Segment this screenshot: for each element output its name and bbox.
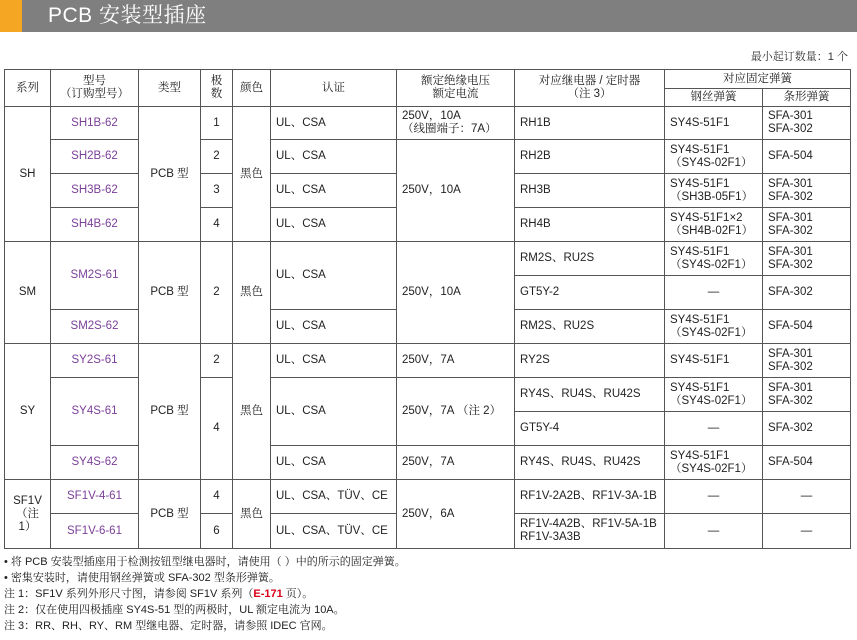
bar-clip-cell: SFA-301 SFA-302	[763, 242, 851, 276]
bar-clip-cell: SFA-504	[763, 446, 851, 480]
col-color: 颜色	[233, 70, 271, 107]
col-cert: 认证	[271, 70, 397, 107]
relay-cell: GT5Y-2	[515, 276, 665, 310]
poles-cell: 4	[201, 208, 233, 242]
cert-cell: UL、CSA、TÜV、CE	[271, 480, 397, 514]
col-clip-wire: 钢丝弹簧	[665, 89, 763, 107]
poles-cell: 1	[201, 107, 233, 140]
relay-cell: RF1V-2A2B、RF1V-3A-1B	[515, 480, 665, 514]
wire-clip-cell: SY4S-51F1 （SY4S-02F1）	[665, 310, 763, 344]
wire-clip-cell: SY4S-51F1 （SH3B-05F1）	[665, 174, 763, 208]
type-cell: PCB 型	[139, 242, 201, 344]
cert-cell: UL、CSA	[271, 378, 397, 446]
type-cell: PCB 型	[139, 107, 201, 242]
relay-cell: RH1B	[515, 107, 665, 140]
table-row	[5, 480, 851, 514]
col-rated: 额定绝缘电压 额定电流	[397, 70, 515, 107]
title-banner	[0, 0, 857, 32]
wire-clip-cell: SY4S-51F1	[665, 107, 763, 140]
min-order-note: 最小起订数量：1 个	[750, 51, 848, 63]
col-clip: 对应固定弹簧	[665, 70, 851, 89]
relay-cell: RM2S、RU2S	[515, 310, 665, 344]
note-4: 注 2：仅在使用四极插座 SY4S-51 型的两极时，UL 额定电流为 10A。	[4, 604, 345, 616]
table-row	[5, 378, 851, 412]
wire-clip-cell: SY4S-51F1 （SY4S-02F1）	[665, 140, 763, 174]
col-model: 型号 （订购型号）	[51, 70, 139, 107]
bar-clip-cell: —	[763, 514, 851, 549]
table-row	[5, 140, 851, 174]
series-cell: SF1V （注 1）	[5, 480, 51, 549]
cert-cell: UL、CSA	[271, 107, 397, 140]
series-cell: SY	[5, 344, 51, 480]
model-cell: SH3B-62	[51, 174, 139, 208]
spec-table	[4, 69, 851, 549]
type-cell: PCB 型	[139, 344, 201, 480]
page-title: PCB 安装型插座	[48, 4, 207, 27]
relay-cell: RH3B	[515, 174, 665, 208]
banner-accent	[0, 0, 22, 32]
series-cell: SH	[5, 107, 51, 242]
rated-cell: 250V，10A	[397, 140, 515, 242]
wire-clip-cell: —	[665, 412, 763, 446]
wire-clip-cell: SY4S-51F1 （SY4S-02F1）	[665, 446, 763, 480]
table-row	[5, 242, 851, 276]
wire-clip-cell: SY4S-51F1×2 （SH4B-02F1）	[665, 208, 763, 242]
relay-cell: RM2S、RU2S	[515, 242, 665, 276]
rated-cell: 250V，10A	[397, 242, 515, 344]
cert-cell: UL、CSA	[271, 242, 397, 310]
relay-cell: RY4S、RU4S、RU42S	[515, 446, 665, 480]
page-reference-link[interactable]: E-171	[253, 588, 283, 600]
rated-cell: 250V，7A	[397, 446, 515, 480]
bar-clip-cell: SFA-301 SFA-302	[763, 208, 851, 242]
cert-cell: UL、CSA	[271, 140, 397, 174]
model-cell: SH1B-62	[51, 107, 139, 140]
bar-clip-cell: SFA-301 SFA-302	[763, 378, 851, 412]
cert-cell: UL、CSA	[271, 208, 397, 242]
relay-cell: RF1V-4A2B、RF1V-5A-1B RF1V-3A3B	[515, 514, 665, 549]
relay-cell: RH4B	[515, 208, 665, 242]
col-poles: 极数	[201, 70, 233, 107]
type-cell: PCB 型	[139, 480, 201, 549]
relay-cell: RY2S	[515, 344, 665, 378]
poles-cell: 2	[201, 344, 233, 378]
cert-cell: UL、CSA	[271, 446, 397, 480]
cert-cell: UL、CSA、TÜV、CE	[271, 514, 397, 549]
bar-clip-cell: SFA-504	[763, 140, 851, 174]
col-series: 系列	[5, 70, 51, 107]
model-cell: SH2B-62	[51, 140, 139, 174]
poles-cell: 2	[201, 242, 233, 344]
model-cell: SF1V-4-61	[51, 480, 139, 514]
model-cell: SH4B-62	[51, 208, 139, 242]
note-2: • 密集安装时，请使用钢丝弹簧或 SFA-302 型条形弹簧。	[4, 572, 280, 584]
bar-clip-cell: SFA-504	[763, 310, 851, 344]
wire-clip-cell: —	[665, 480, 763, 514]
model-cell: SM2S-62	[51, 310, 139, 344]
bar-clip-cell: SFA-302	[763, 276, 851, 310]
poles-cell: 3	[201, 174, 233, 208]
rated-cell: 250V，7A	[397, 344, 515, 378]
relay-cell: RH2B	[515, 140, 665, 174]
col-clip-bar: 条形弹簧	[763, 89, 851, 107]
model-cell: SF1V-6-61	[51, 514, 139, 549]
bar-clip-cell: SFA-301 SFA-302	[763, 174, 851, 208]
bar-clip-cell: SFA-301 SFA-302	[763, 344, 851, 378]
bar-clip-cell: SFA-302	[763, 412, 851, 446]
wire-clip-cell: SY4S-51F1	[665, 344, 763, 378]
col-relay: 对应继电器 / 定时器 （注 3）	[515, 70, 665, 107]
bar-clip-cell: SFA-301 SFA-302	[763, 107, 851, 140]
wire-clip-cell: —	[665, 276, 763, 310]
wire-clip-cell: SY4S-51F1 （SY4S-02F1）	[665, 242, 763, 276]
col-type: 类型	[139, 70, 201, 107]
poles-cell: 6	[201, 514, 233, 549]
cert-cell: UL、CSA	[271, 344, 397, 378]
model-cell: SM2S-61	[51, 242, 139, 310]
bar-clip-cell: —	[763, 480, 851, 514]
color-cell: 黑色	[233, 242, 271, 344]
relay-cell: RY4S、RU4S、RU42S	[515, 378, 665, 412]
rated-cell: 250V，10A （线圈端子：7A）	[397, 107, 515, 140]
rated-cell: 250V，7A （注 2）	[397, 378, 515, 446]
model-cell: SY4S-62	[51, 446, 139, 480]
relay-cell: GT5Y-4	[515, 412, 665, 446]
poles-cell: 2	[201, 140, 233, 174]
table-row	[5, 107, 851, 140]
note-1: • 将 PCB 安装型插座用于检测按钮型继电器时，请使用（ ）中的所示的固定弹簧。	[4, 556, 406, 568]
series-cell: SM	[5, 242, 51, 344]
color-cell: 黑色	[233, 107, 271, 242]
cert-cell: UL、CSA	[271, 174, 397, 208]
note-3: 注 1：SF1V 系列外形尺寸图，请参阅 SF1V 系列（E-171 页）。	[4, 588, 314, 600]
poles-cell: 4	[201, 480, 233, 514]
model-cell: SY2S-61	[51, 344, 139, 378]
rated-cell: 250V，6A	[397, 480, 515, 549]
table-row	[5, 344, 851, 378]
cert-cell: UL、CSA	[271, 310, 397, 344]
model-cell: SY4S-61	[51, 378, 139, 446]
wire-clip-cell: —	[665, 514, 763, 549]
footnotes	[4, 554, 406, 634]
color-cell: 黑色	[233, 480, 271, 549]
poles-cell: 4	[201, 378, 233, 480]
color-cell: 黑色	[233, 344, 271, 480]
note-5: 注 3：RR、RH、RY、RM 型继电器、定时器，请参照 IDEC 官网。	[4, 620, 333, 632]
table-row	[5, 446, 851, 480]
wire-clip-cell: SY4S-51F1 （SY4S-02F1）	[665, 378, 763, 412]
